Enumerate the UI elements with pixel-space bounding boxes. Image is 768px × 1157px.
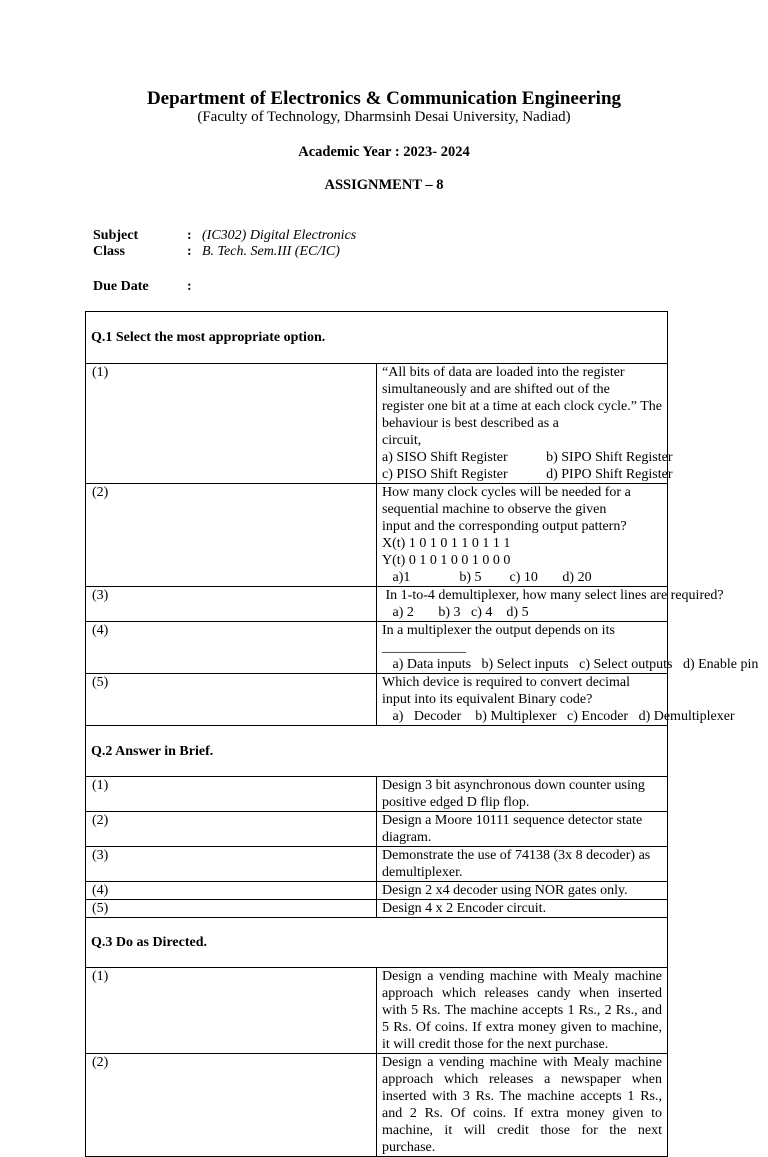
question-text: In 1-to-4 demultiplexer, how many select lines are required? <box>382 588 724 603</box>
question-text: How many clock cycles will be needed for a sequential machine to observe the given <box>382 485 631 517</box>
academic-year: Academic Year : 2023- 2024 <box>298 144 470 160</box>
option-line: a) SISO Shift Register b) SIPO Shift Register <box>382 450 673 465</box>
q2-item-4 <box>86 882 668 900</box>
q3-heading: Q.3 Do as Directed. <box>91 935 207 950</box>
q1-item-4 <box>86 622 668 674</box>
q3-item-2 <box>86 1054 668 1157</box>
question-text: Which device is required to convert decimal input into its equivalent Binary code? <box>382 675 631 707</box>
subject-label: Subject <box>93 228 139 243</box>
question-text: Design 2 x4 decoder using NOR gates only. <box>377 882 668 900</box>
item-number: (4) <box>86 882 377 900</box>
q2-heading: Q.2 Answer in Brief. <box>91 743 214 759</box>
q2-item-3 <box>86 847 668 882</box>
faculty-subtitle: (Faculty of Technology, Dharmsinh Desai University, Nadiad) <box>197 109 571 125</box>
option-line: c) PISO Shift Register d) PIPO Shift Register <box>382 467 673 482</box>
item-number: (5) <box>86 900 377 918</box>
item-number: (3) <box>86 847 377 882</box>
q2-item-5 <box>86 900 668 918</box>
item-number: (1) <box>86 968 377 1054</box>
option-line: a)1 b) 5 c) 10 d) 20 <box>382 570 592 585</box>
q2-item-1 <box>86 777 668 812</box>
item-number: (4) <box>86 622 377 674</box>
q2-item-2 <box>86 812 668 847</box>
question-text: “All bits of data are loaded into the register simultaneously and are shifted out of the <box>382 365 625 397</box>
q1-heading: Q.1 Select the most appropriate option. <box>91 330 326 345</box>
q1-item-3 <box>86 587 668 622</box>
question-text: Demonstrate the use of 74138 (3x 8 decoder) as demultiplexer. <box>377 847 668 882</box>
q1-item-1 <box>86 364 668 484</box>
question-text: Design 3 bit asynchronous down counter using positive edged D flip flop. <box>377 777 668 812</box>
class-label: Class <box>93 244 125 259</box>
item-number: (1) <box>86 364 377 484</box>
q1-item-5 <box>86 674 668 726</box>
subject-value: (IC302) Digital Electronics <box>202 228 357 243</box>
question-text: Design a vending machine with Mealy machine approach which releases candy when inserted with 5 Rs. The machine accepts 1 Rs., 2 Rs., and 5 Rs. Of coins. If extra money given to machine, it will credit those for the next purchase. <box>377 968 668 1054</box>
assignment-number: ASSIGNMENT – 8 <box>324 177 444 193</box>
item-number: (2) <box>86 812 377 847</box>
questions-table <box>85 311 759 1157</box>
class-colon: : <box>187 244 192 259</box>
item-number: (5) <box>86 674 377 726</box>
question-text: Design a vending machine with Mealy machine approach which releases a newspaper when inserted with 3 Rs. The machine accepts 1 Rs., and 2 Rs. Of coins. If extra money given to machine, it will credit those for the next purchase. <box>377 1054 668 1157</box>
subject-colon: : <box>187 228 192 243</box>
q3-heading-row <box>86 918 668 968</box>
question-text: input and the corresponding output pattern? <box>382 519 627 534</box>
output-pattern: Y(t) 0 1 0 1 0 0 1 0 0 0 <box>382 553 511 568</box>
question-text: Design a Moore 10111 sequence detector state diagram. <box>377 812 668 847</box>
question-text: Design 4 x 2 Encoder circuit. <box>377 900 668 918</box>
due-date-colon: : <box>187 279 192 294</box>
q1-heading-row <box>86 312 668 364</box>
question-text: In a multiplexer the output depends on its ____________ <box>382 623 615 655</box>
class-value: B. Tech. Sem.III (EC/IC) <box>202 244 340 259</box>
question-text: circuit, <box>382 433 422 448</box>
q1-item-2 <box>86 484 668 587</box>
option-line: a) Data inputs b) Select inputs c) Select outputs d) Enable pin <box>382 657 759 672</box>
department-title: Department of Electronics & Communication Engineering <box>146 88 622 109</box>
item-number: (2) <box>86 1054 377 1157</box>
item-number: (2) <box>86 484 377 587</box>
item-number: (3) <box>86 587 377 622</box>
q3-item-1 <box>86 968 668 1054</box>
due-date-label: Due Date <box>93 279 149 294</box>
option-line: a) 2 b) 3 c) 4 d) 5 <box>382 605 529 620</box>
input-pattern: X(t) 1 0 1 0 1 1 0 1 1 1 <box>382 536 511 551</box>
q2-heading-row <box>86 726 668 777</box>
option-line: a) Decoder b) Multiplexer c) Encoder d) Demultiplexer <box>382 709 735 724</box>
question-text: register one bit at a time at each clock cycle.” The behaviour is best described as a <box>382 399 662 431</box>
item-number: (1) <box>86 777 377 812</box>
